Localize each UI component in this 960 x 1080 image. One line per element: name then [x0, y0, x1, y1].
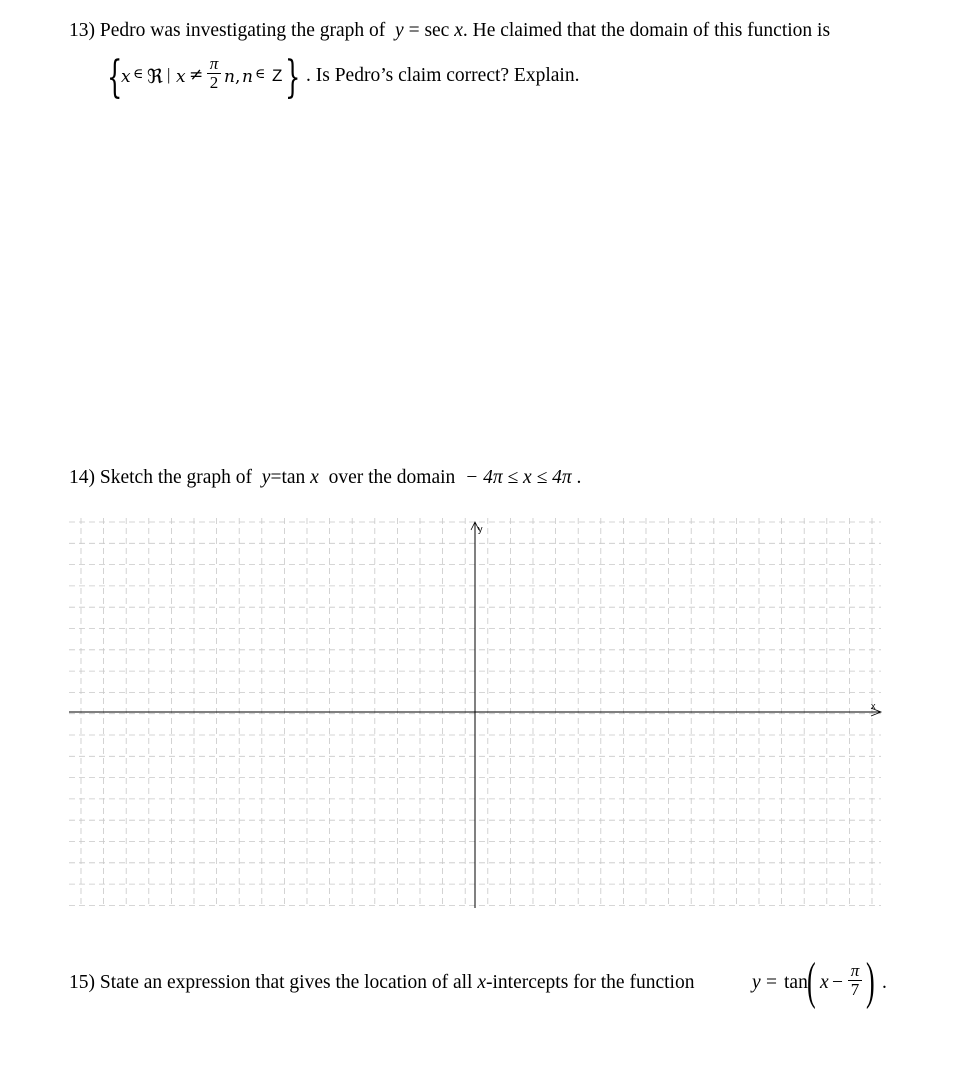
- question-15-x: x: [477, 972, 486, 993]
- paren-close: ): [866, 953, 875, 1010]
- eq-y: y: [752, 972, 761, 993]
- set-element-of-2: ∈: [255, 66, 266, 82]
- eq-y: y: [395, 20, 404, 41]
- question-13-number: 13): [69, 20, 95, 41]
- eq-x: x: [454, 20, 463, 41]
- question-15-prompt: [69, 972, 694, 994]
- set-close-brace: }: [285, 52, 301, 103]
- set-integers: Z: [272, 66, 283, 85]
- set-reals: ℜ: [147, 67, 163, 88]
- eq-equals: =: [270, 467, 282, 488]
- question-13-text-cont: . He claimed that the domain of this function is: [462, 20, 831, 41]
- set-n2: n: [242, 67, 253, 87]
- x-axis-label: x: [871, 701, 876, 711]
- period: .: [576, 467, 582, 488]
- eq-equals: =: [766, 972, 777, 993]
- set-bar: |: [167, 65, 171, 84]
- set-element-of: ∈: [133, 66, 144, 82]
- eq-y: y: [261, 467, 271, 488]
- fraction-denominator: 7: [848, 980, 862, 999]
- question-15-number: 15): [69, 972, 95, 993]
- question-15-text: State an expression that gives the location of all: [99, 972, 473, 993]
- set-n: n: [224, 67, 235, 87]
- set-open-brace: {: [107, 52, 123, 103]
- eq-x: x: [820, 972, 829, 993]
- question-14-text: Sketch the graph of: [99, 467, 253, 488]
- eq-tan: tan: [784, 972, 808, 993]
- eq-tan: tan: [281, 467, 306, 488]
- question-15-text-cont: -intercepts for the function: [485, 972, 695, 993]
- eq-minus: −: [832, 972, 843, 993]
- eq-sec: sec: [424, 20, 450, 41]
- question-15-function: [752, 953, 932, 1018]
- domain-expression: − 4π ≤ x ≤ 4π: [465, 467, 572, 488]
- set-comma: ,: [235, 67, 241, 87]
- fraction-numerator: π: [850, 961, 860, 980]
- eq-fraction: [848, 962, 862, 999]
- set-fraction-denominator: 2: [207, 73, 221, 92]
- set-x: x: [121, 67, 131, 87]
- question-14-text-cont: over the domain: [328, 467, 456, 488]
- question-13-text: Pedro was investigating the graph of: [99, 20, 386, 41]
- set-not-equal: ≠: [189, 65, 204, 85]
- eq-x: x: [310, 467, 319, 488]
- eq-equals: =: [408, 20, 420, 41]
- question-14-number: 14): [69, 467, 95, 488]
- paren-open: (: [807, 953, 816, 1010]
- period: .: [882, 972, 887, 993]
- question-13-text-end: . Is Pedro’s claim correct? Explain.: [306, 65, 580, 86]
- set-x2: x: [176, 67, 186, 87]
- set-fraction-numerator: π: [209, 54, 219, 73]
- y-axis-label: y: [478, 524, 483, 534]
